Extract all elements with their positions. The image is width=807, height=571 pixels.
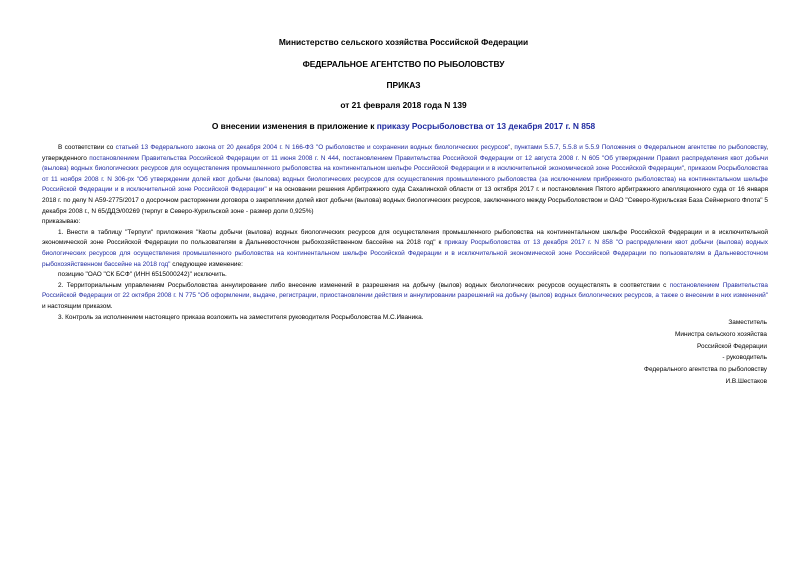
signature-line: Федерального агентства по рыболовству — [644, 366, 767, 374]
resolution-444-link[interactable]: постановлением Правительства Российской Федерации от 11 июня 2008 г. N 444 — [89, 154, 339, 162]
document-type: ПРИКАЗ — [386, 80, 421, 90]
resolution-605-link[interactable]: постановлением Правительства Российской Федерации от 12 августа 2008 г. N 605 "Об утверждении Правил распределения квот добычи (вылова) водных биологических ресурсов для осуществления промышленного рыболовства на континентальном шельфе Российской Федерации и в исключительной экономической зоне Российской Федерации" — [42, 154, 768, 173]
ministry-name: Министерство сельского хозяйства Российской Федерации — [278, 37, 529, 47]
item-1-text: следующее изменение: — [170, 260, 243, 268]
item-2-text: и настоящим приказом. — [42, 302, 113, 310]
preamble-text: , — [510, 144, 515, 151]
preamble-text: , утвержденного — [42, 144, 768, 162]
preamble-paragraph — [42, 143, 768, 217]
agency-name: ФЕДЕРАЛЬНОЕ АГЕНТСТВО ПО РЫБОЛОВСТВУ — [302, 59, 505, 69]
document-title — [0, 121, 807, 131]
preamble-text: и на основании решения Арбитражного суда Сахалинской области от 13 октября 2017 г. и постановления Пятого арбитражного апелляционного суда от 16 января 2018 г. по делу N А59-2775/2017 о досрочном расторжении договора о закреплении долей квот добычи (вылова) водных биологических ресурсов, заключенного между Росрыболовством и ОАО "Северо-Курильская База Сейнерного Флота" 5 декабря 2008 г., N 65/ДДЭ/00269 (терпуг в Северо-Курильской зоне - размер доли 0,925%) — [42, 186, 768, 215]
item-1-text: 1. Внести в таблицу "Терпуги" приложения "Квоты добычи (вылова) водных биологических ресурсов для осуществления промышленного рыболовства на континентальном шельфе Российской Федерации и в исключительной экономической зоне Российской Федерации по пользователям в Дальневосточном рыбохозяйственном бассейне на 2018 год" к — [42, 228, 768, 247]
preamble-text: , — [684, 165, 688, 173]
regulation-points-link[interactable]: пунктами 5.5.7, 5.5.8 и 5.5.9 Положения о Федеральном агентстве по рыболовству — [514, 144, 767, 151]
title-prefix: О внесении изменения в приложение к — [211, 121, 377, 131]
item-1-subparagraph: позицию "ОАО "СК БСФ" (ИНН 6515000242)" исключить. — [58, 271, 227, 279]
item-2-text: 2. Территориальным управлениям Росрыболовства аннулирование либо внесение изменений в разрешения на добычу (вылов) водных биологических ресурсов осуществлять в соответствии с — [58, 281, 670, 289]
signature-line: Российской Федерации — [696, 342, 767, 350]
signature-block — [527, 317, 767, 388]
signature-line: Заместитель — [728, 319, 767, 326]
title-link[interactable]: приказу Росрыболовства от 13 декабря 2017 г. N 858 — [376, 121, 596, 131]
order-306-link[interactable]: приказом Росрыболовства от 11 ноября 2008 г. N 306-рх "Об утверждении долей квот добычи (вылова) водных биологических ресурсов для осуществления промышленного рыболовства (за исключением прибрежного рыболовства) на континентальном шельфе Российской Федерации и в исключительной зоне Российской Федерации" — [42, 165, 769, 194]
item-3-paragraph: 3. Контроль за исполнением настоящего приказа возложить на заместителя руководителя Росрыболовства М.С.Иваника. — [58, 313, 424, 321]
item-1-paragraph — [42, 228, 768, 270]
law-link[interactable]: статьей 13 Федерального закона от 20 декабря 2004 г. N 166-ФЗ "О рыболовстве и сохранении водных биологических ресурсов" — [115, 144, 511, 151]
item-2-paragraph — [42, 281, 768, 313]
signature-line: Министра сельского хозяйства — [675, 330, 767, 338]
signature-line: - руководитель — [722, 354, 767, 362]
order-word: приказываю: — [42, 218, 81, 226]
resolution-775-link[interactable]: постановлением Правительства Российской Федерации от 22 октября 2008 г. N 775 "Об оформлении, выдаче, регистрации, приостановлении действия и аннулировании разрешений на добычу (вылов) водных биологических ресурсов, а также о внесении в них изменений" — [42, 281, 768, 300]
signatory-name: И.В.Шестаков — [725, 377, 767, 385]
preamble-text: , — [338, 154, 343, 162]
preamble-text: В соответствии со — [58, 144, 116, 151]
document-body — [42, 143, 768, 323]
document-date-number: от 21 февраля 2018 года N 139 — [340, 100, 467, 110]
order-858-link[interactable]: приказу Росрыболовства от 13 декабря 2017 г. N 858 "О распределении квот добычи (вылова) водных биологических ресурсов для осуществления промышленного рыболовства на континентальном шельфе Российской Федерации и в исключительной экономической зоне Российской Федерации по пользователям в Дальневосточном рыбохозяйственном бассейне на 2018 год" — [42, 239, 768, 268]
